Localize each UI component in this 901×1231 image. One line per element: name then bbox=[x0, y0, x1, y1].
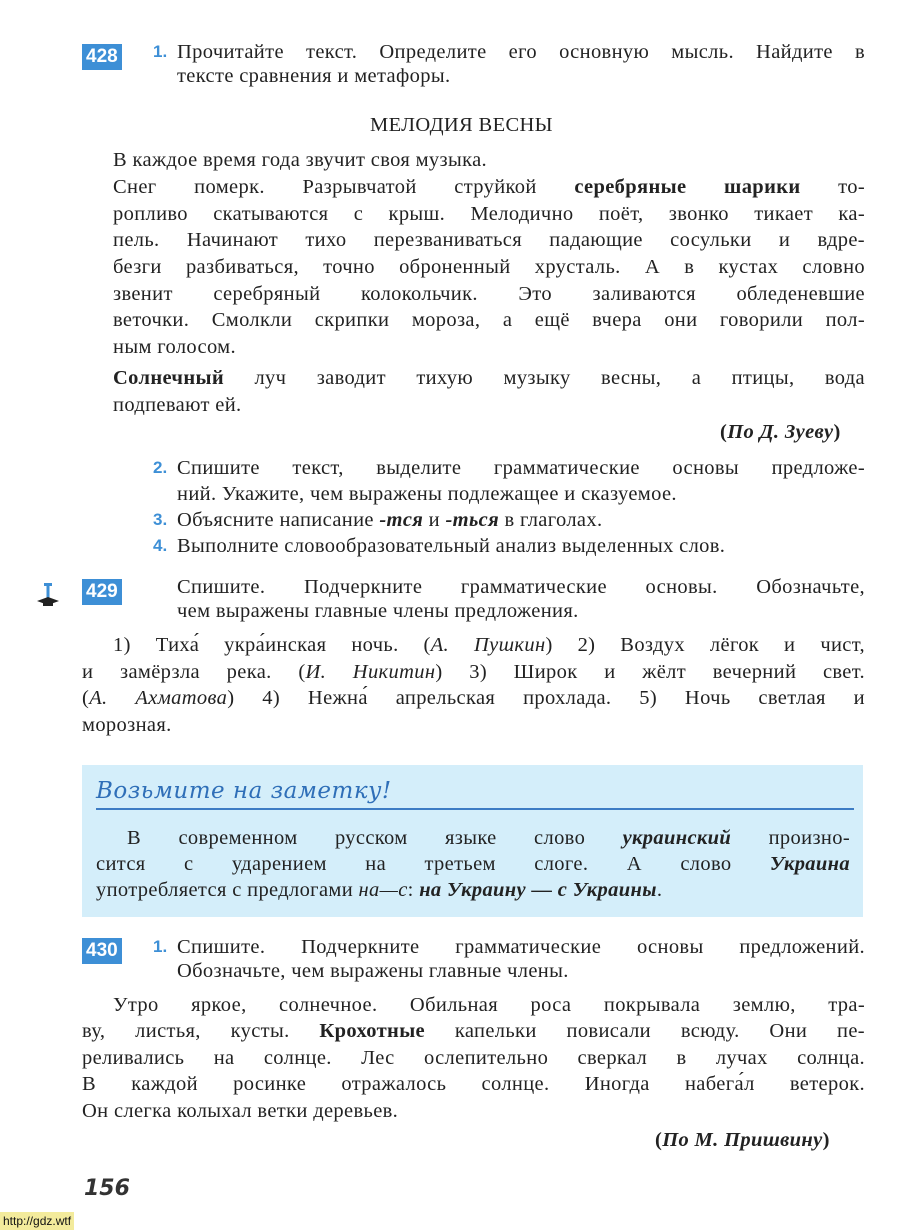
text-segment: Объясните написание bbox=[177, 509, 380, 531]
text-segment: ( bbox=[82, 687, 90, 709]
note-text bbox=[96, 852, 850, 876]
text-line bbox=[82, 686, 865, 710]
text-line bbox=[82, 660, 865, 684]
exercise-number-430: 430 bbox=[82, 938, 122, 964]
text-line: подпевают ей. bbox=[113, 394, 242, 416]
text-line: безги разбиваться, точно оброненный хрусталь. А в кустах словно bbox=[113, 256, 865, 278]
italic-text: -тся bbox=[379, 509, 424, 531]
task-number: 1. bbox=[153, 937, 168, 956]
task-number: 3. bbox=[153, 510, 168, 529]
bold-word: серебряные шарики bbox=[574, 176, 801, 198]
text-segment: и замёрзла река. ( bbox=[82, 661, 306, 683]
text-segment: и bbox=[423, 509, 446, 531]
note-heading: Возьмите на заметку! bbox=[96, 778, 392, 804]
bold-word: Солнечный bbox=[113, 367, 225, 389]
task-text: Прочитайте текст. Определите его основную мысль. Найдите в bbox=[177, 41, 865, 63]
text-line: звенит серебряный колокольчик. Это заливаются обледеневшие bbox=[113, 283, 865, 305]
italic-text: на—с bbox=[358, 879, 408, 901]
source-attribution bbox=[655, 1128, 830, 1152]
task-text: чем выражены главные члены предложения. bbox=[177, 600, 579, 622]
bold-word: Крохотные bbox=[319, 1020, 425, 1042]
text-line: В каждой росинке отражалось солнце. Иногда набега́л ветерок. bbox=[82, 1073, 865, 1095]
task-text: Обозначьте, чем выражены главные члены. bbox=[177, 960, 569, 982]
text-line: веточки. Смолкли скрипки мороза, а ещё вчера они говорили пол- bbox=[113, 309, 865, 331]
text-segment: ) 2) Воздух лёгок и чист, bbox=[545, 634, 865, 656]
task-text: Выполните словообразовательный анализ выделенных слов. bbox=[177, 535, 726, 557]
bold-word: ) bbox=[833, 421, 841, 443]
source-attribution bbox=[720, 420, 841, 444]
italic-text: А. Ахматова bbox=[89, 687, 228, 709]
task-text bbox=[177, 508, 865, 532]
text-segment: : bbox=[407, 879, 420, 901]
text-segment: употребляется с предлогами bbox=[96, 879, 359, 901]
task-text: тексте сравнения и метафоры. bbox=[177, 65, 451, 87]
text-line: Утро яркое, солнечное. Обильная роса покрывала землю, тра- bbox=[113, 994, 865, 1016]
bold-word: ( bbox=[655, 1129, 663, 1151]
italic-text: По Д. Зуеву bbox=[727, 421, 834, 443]
exercise-number-429: 429 bbox=[82, 579, 122, 605]
italic-text: И. Никитин bbox=[305, 661, 436, 683]
text-line: ным голосом. bbox=[113, 336, 236, 358]
note-text bbox=[96, 878, 850, 902]
task-number: 2. bbox=[153, 458, 168, 477]
note-text bbox=[127, 826, 850, 850]
italic-text: Украина bbox=[769, 853, 850, 875]
text-segment: ) 4) Нежна́ апрельская прохлада. 5) Ночь светлая и bbox=[227, 687, 865, 709]
text-segment: сится с ударением на третьем слоге. А слово bbox=[96, 853, 770, 875]
text-segment: луч заводит тихую музыку весны, а птицы, вода bbox=[224, 367, 865, 389]
text-line: В каждое время года звучит своя музыка. bbox=[113, 149, 487, 171]
text-line: пель. Начинают тихо перезваниваться падающие сосульки и вдре- bbox=[113, 229, 865, 251]
text-line: Он слегка колыхал ветки деревьев. bbox=[82, 1100, 399, 1122]
bold-word: ) bbox=[822, 1129, 830, 1151]
task-text: ний. Укажите, чем выражены подлежащее и сказуемое. bbox=[177, 483, 677, 505]
italic-text: А. Пушкин bbox=[430, 634, 546, 656]
page-number: 156 bbox=[84, 1176, 130, 1201]
text-segment: капельки повисали всюду. Они пе- bbox=[425, 1020, 865, 1042]
text-segment: ) 3) Широк и жёлт вечерний свет. bbox=[435, 661, 865, 683]
task-text: Спишите. Подчеркните грамматические основы. Обозначьте, bbox=[177, 576, 865, 598]
task-text: Спишите. Подчеркните грамматические основы предложений. bbox=[177, 936, 865, 958]
task-number: 4. bbox=[153, 536, 168, 555]
graduation-cap-icon bbox=[36, 582, 60, 608]
text-line: ропливо скатываются с крыш. Мелодично поёт, звонко тикает ка- bbox=[113, 203, 865, 225]
text-line bbox=[82, 1019, 865, 1043]
text-segment: Снег померк. Разрывчатой струйкой bbox=[113, 176, 575, 198]
note-divider bbox=[96, 808, 854, 810]
text-line: реливались на солнце. Лес ослепительно сверкал в лучах солнца. bbox=[82, 1047, 865, 1069]
italic-text: По М. Пришвину bbox=[662, 1129, 823, 1151]
text-line: морозная. bbox=[82, 714, 172, 736]
text-segment: ву, листья, кусты. bbox=[82, 1020, 320, 1042]
italic-text: украинский bbox=[622, 827, 732, 849]
bold-word: ( bbox=[720, 421, 728, 443]
text-segment: 1) Тиха́ укра́инская ночь. ( bbox=[113, 634, 431, 656]
text-title: МЕЛОДИЯ ВЕСНЫ bbox=[370, 114, 553, 136]
text-line bbox=[113, 175, 865, 199]
watermark-link[interactable]: http://gdz.wtf bbox=[0, 1212, 74, 1230]
text-segment: то- bbox=[800, 176, 865, 198]
text-segment: . bbox=[656, 879, 663, 901]
text-segment: В современном русском языке слово bbox=[127, 827, 623, 849]
italic-text: на Украину — с Украины bbox=[419, 879, 657, 901]
exercise-number-428: 428 bbox=[82, 44, 122, 70]
task-text: Спишите текст, выделите грамматические основы предложе- bbox=[177, 457, 865, 479]
task-number: 1. bbox=[153, 42, 168, 61]
text-segment: в глаголах. bbox=[499, 509, 603, 531]
text-line bbox=[113, 366, 865, 390]
text-segment: произно- bbox=[731, 827, 850, 849]
italic-text: -ться bbox=[445, 509, 500, 531]
text-line bbox=[113, 633, 865, 657]
